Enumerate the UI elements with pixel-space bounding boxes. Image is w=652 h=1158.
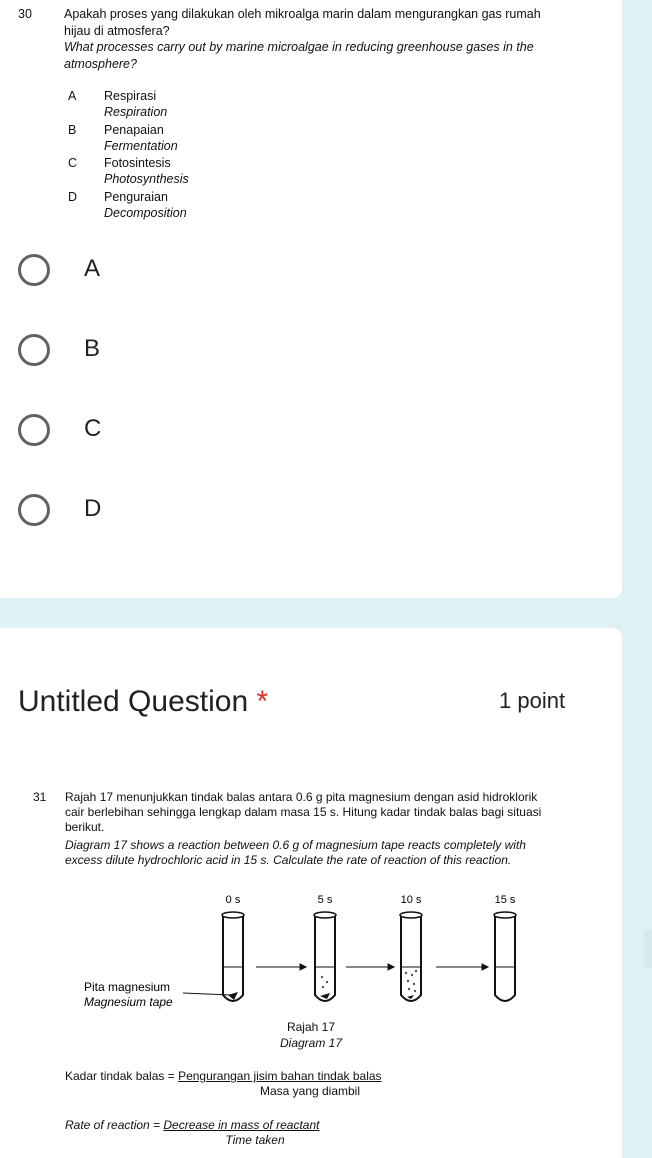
diagram-caption-ms: Rajah 17 <box>286 1020 336 1034</box>
test-tube-10s <box>400 912 422 1001</box>
radio-circle-icon[interactable] <box>18 414 50 446</box>
time-label-5: 5 s <box>317 894 333 906</box>
question-text-en: Diagram 17 shows a reaction between 0.6 g of magnesium tape reacts completely with excess dilute hydrochloric acid in 15 s. Calculate the rate of reaction of this reaction. <box>65 838 526 867</box>
option-c-text <box>0 155 300 189</box>
question-title-text: Untitled Question <box>18 685 249 718</box>
formula-denominator-en: Time taken <box>225 1133 285 1147</box>
option-letter: D <box>68 190 78 204</box>
test-tube-5s <box>314 912 336 1001</box>
time-label-15: 15 s <box>494 894 516 906</box>
required-mark: * <box>256 685 269 718</box>
option-label-ms: Respirasi <box>104 89 157 103</box>
option-label-ms: Penapaian <box>104 123 164 137</box>
question-number: 30 <box>18 7 32 21</box>
formula-lhs: Kadar tindak balas = <box>65 1069 179 1083</box>
option-a-text <box>0 88 300 122</box>
option-d-text <box>0 189 300 223</box>
question-text-en: What processes carry out by marine microalgae in reducing greenhouse gases in the atmosphere? <box>64 40 534 71</box>
time-label-0: 0 s <box>225 894 241 906</box>
formula-ms <box>65 1069 382 1083</box>
diagram-caption-en: Diagram 17 <box>279 1036 343 1050</box>
option-letter: C <box>68 156 78 170</box>
option-label-ms: Fotosintesis <box>104 156 171 170</box>
radio-option-d[interactable] <box>18 494 318 534</box>
arrow-icon <box>256 964 488 970</box>
option-letter: A <box>68 89 77 103</box>
option-label-en: Decomposition <box>104 206 187 220</box>
question-points: 1 point <box>499 688 566 713</box>
option-label-en: Respiration <box>104 105 168 119</box>
radio-label: B <box>84 335 101 362</box>
radio-circle-icon[interactable] <box>18 334 50 366</box>
radio-label: A <box>84 255 101 282</box>
radio-option-a[interactable] <box>18 254 318 294</box>
radio-label: C <box>84 415 102 442</box>
radio-label: D <box>84 495 102 522</box>
formula-numerator: Pengurangan jisim bahan tindak balas <box>178 1069 382 1083</box>
test-tube-0s <box>222 912 244 1001</box>
time-label-10: 10 s <box>400 894 422 906</box>
option-letter: B <box>68 123 77 137</box>
magnesium-label-ms: Pita magnesium <box>84 980 171 994</box>
question-title <box>18 684 268 720</box>
radio-circle-icon[interactable] <box>18 254 50 286</box>
option-label-ms: Penguraian <box>104 190 168 204</box>
option-label-en: Fermentation <box>104 139 178 153</box>
radio-circle-icon[interactable] <box>18 494 50 526</box>
formula-denominator-ms: Masa yang diambil <box>259 1084 361 1098</box>
formula-lhs: Rate of reaction = <box>65 1118 164 1132</box>
question-text-ms: Apakah proses yang dilakukan oleh mikroalga marin dalam mengurangkan gas rumah hijau di atmosfera? <box>64 7 541 38</box>
option-label-en: Photosynthesis <box>104 172 189 186</box>
magnesium-label-en: Magnesium tape <box>84 995 173 1009</box>
test-tube-15s <box>494 912 516 1001</box>
formula-en <box>65 1118 319 1132</box>
radio-option-b[interactable] <box>18 334 318 374</box>
formula-numerator: Decrease in mass of reactant <box>163 1118 320 1132</box>
side-scroll-tab[interactable] <box>644 930 652 968</box>
question-text-ms: Rajah 17 menunjukkan tindak balas antara 0.6 g pita magnesium dengan asid hidroklorik cair berlebihan sehingga lengkap dalam masa 15 s. Hitung kadar tindak balas bagi situasi berikut. <box>65 790 542 834</box>
radio-option-c[interactable] <box>18 414 318 454</box>
option-b-text <box>0 122 300 156</box>
question-number: 31 <box>33 790 47 804</box>
